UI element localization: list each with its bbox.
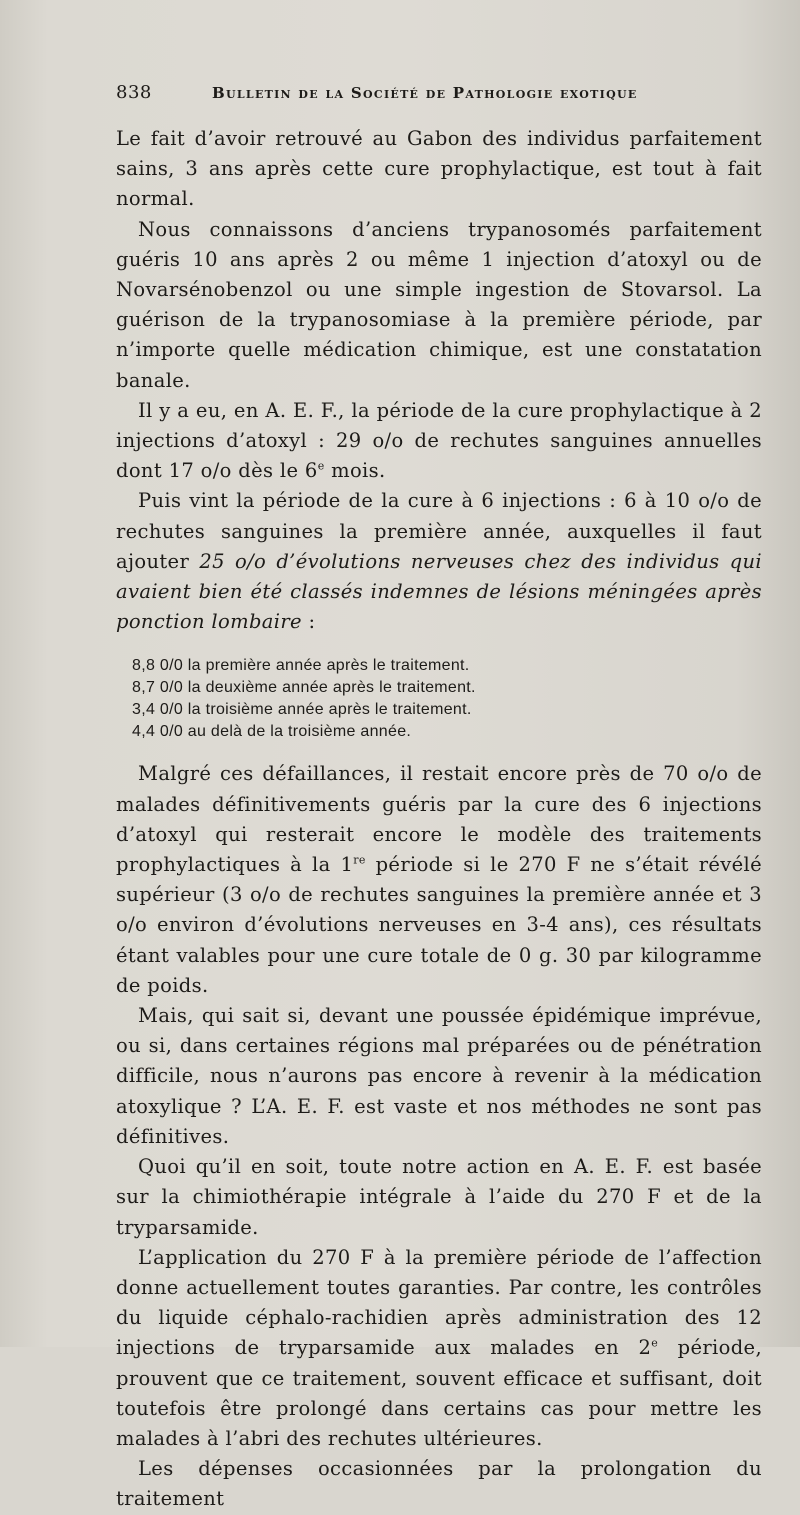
paragraph-9: Les dépenses occasionnées par la prolongation du traitement <box>116 1457 762 1511</box>
page-header <box>116 82 760 112</box>
stat-row: 4,4 0/0 au delà de la troisième année. <box>132 723 412 741</box>
paragraph-4: Puis vint la période de la cure à 6 injections : 6 à 10 o/o de rechutes sanguines la première année, auxquelles il faut ajouter 25 o/o d’évolutions nerveuses chez des individus qui avaient bien été classés indemnes de lésions méningées après ponction lombaire : <box>116 489 762 634</box>
paragraph-3: Il y a eu, en A. E. F., la période de la cure prophylactique à 2 injections d’atoxyl : 29 o/o de rechutes sanguines annuelles dont 17 o/o dès le 6e mois. <box>116 398 762 483</box>
stat-row: 8,7 0/0 la deuxième année après le traitement. <box>132 679 476 697</box>
paragraph-7: Quoi qu’il en soit, toute notre action en A. E. F. est basée sur la chimiothérapie intégrale à l’aide du 270 F et de la tryparsamide. <box>116 1155 762 1239</box>
relapse-statistics-list <box>132 655 762 743</box>
paragraph-6: Mais, qui sait si, devant une poussée épidémique imprévue, ou si, dans certaines régions mal préparées ou de pénétration difficile, nous n’aurons pas encore à revenir à la médication atoxylique ? L’A. E. F. est vaste et nos méthodes ne sont pas définitives. <box>116 1004 762 1148</box>
page-number: 838 <box>116 82 152 103</box>
paragraph-8: L’application du 270 F à la première période de l’affection donne actuellement toutes garanties. Par contre, les contrôles du liquide céphalo-rachidien après administration des 12 injections de tryparsamide aux malades en 2e période, prouvent que ce traitement, souvent efficace et suffisant, doit toutefois être prolongé dans certains cas pour mettre les malades à l’abri des rechutes ultérieures. <box>116 1245 762 1450</box>
paragraph-1: Le fait d’avoir retrouvé au Gabon des individus parfaitement sains, 3 ans après cette cure prophylactique, est tout à fait normal. <box>116 127 762 211</box>
paragraph-2: Nous connaissons d’anciens trypanosomés parfaitement guéris 10 ans après 2 ou même 1 injection d’atoxyl ou de Novarsénobenzol ou une simple ingestion de Stovarsol. La guérison de la trypanosomiase à la première période, par n’importe quelle médication chimique, est une constatation banale. <box>116 217 762 392</box>
body-text <box>116 124 762 1515</box>
paragraph-5: Malgré ces défaillances, il restait encore près de 70 o/o de malades définitivements guéris par la cure des 6 injections d’atoxyl qui resterait encore le modèle des traitements prophylactiques à la 1re période si le 270 F ne s’était révélé supérieur (3 o/o de rechutes sanguines la première année et 3 o/o environ d’évolutions nerveuses en 3-4 ans), ces résultats étant valables pour une cure totale de 0 g. 30 par kilogramme de poids. <box>116 762 762 997</box>
stat-row: 3,4 0/0 la troisième année après le traitement. <box>132 701 472 719</box>
italic-emphasis: 25 o/o d’évolutions nerveuses chez des individus qui avaient bien été classés indemnes de lésions méningées après ponction lombaire <box>116 549 762 634</box>
stat-row: 8,8 0/0 la première année après le traitement. <box>132 657 470 675</box>
running-title: Bulletin de la Société de Pathologie exotique <box>212 84 638 102</box>
